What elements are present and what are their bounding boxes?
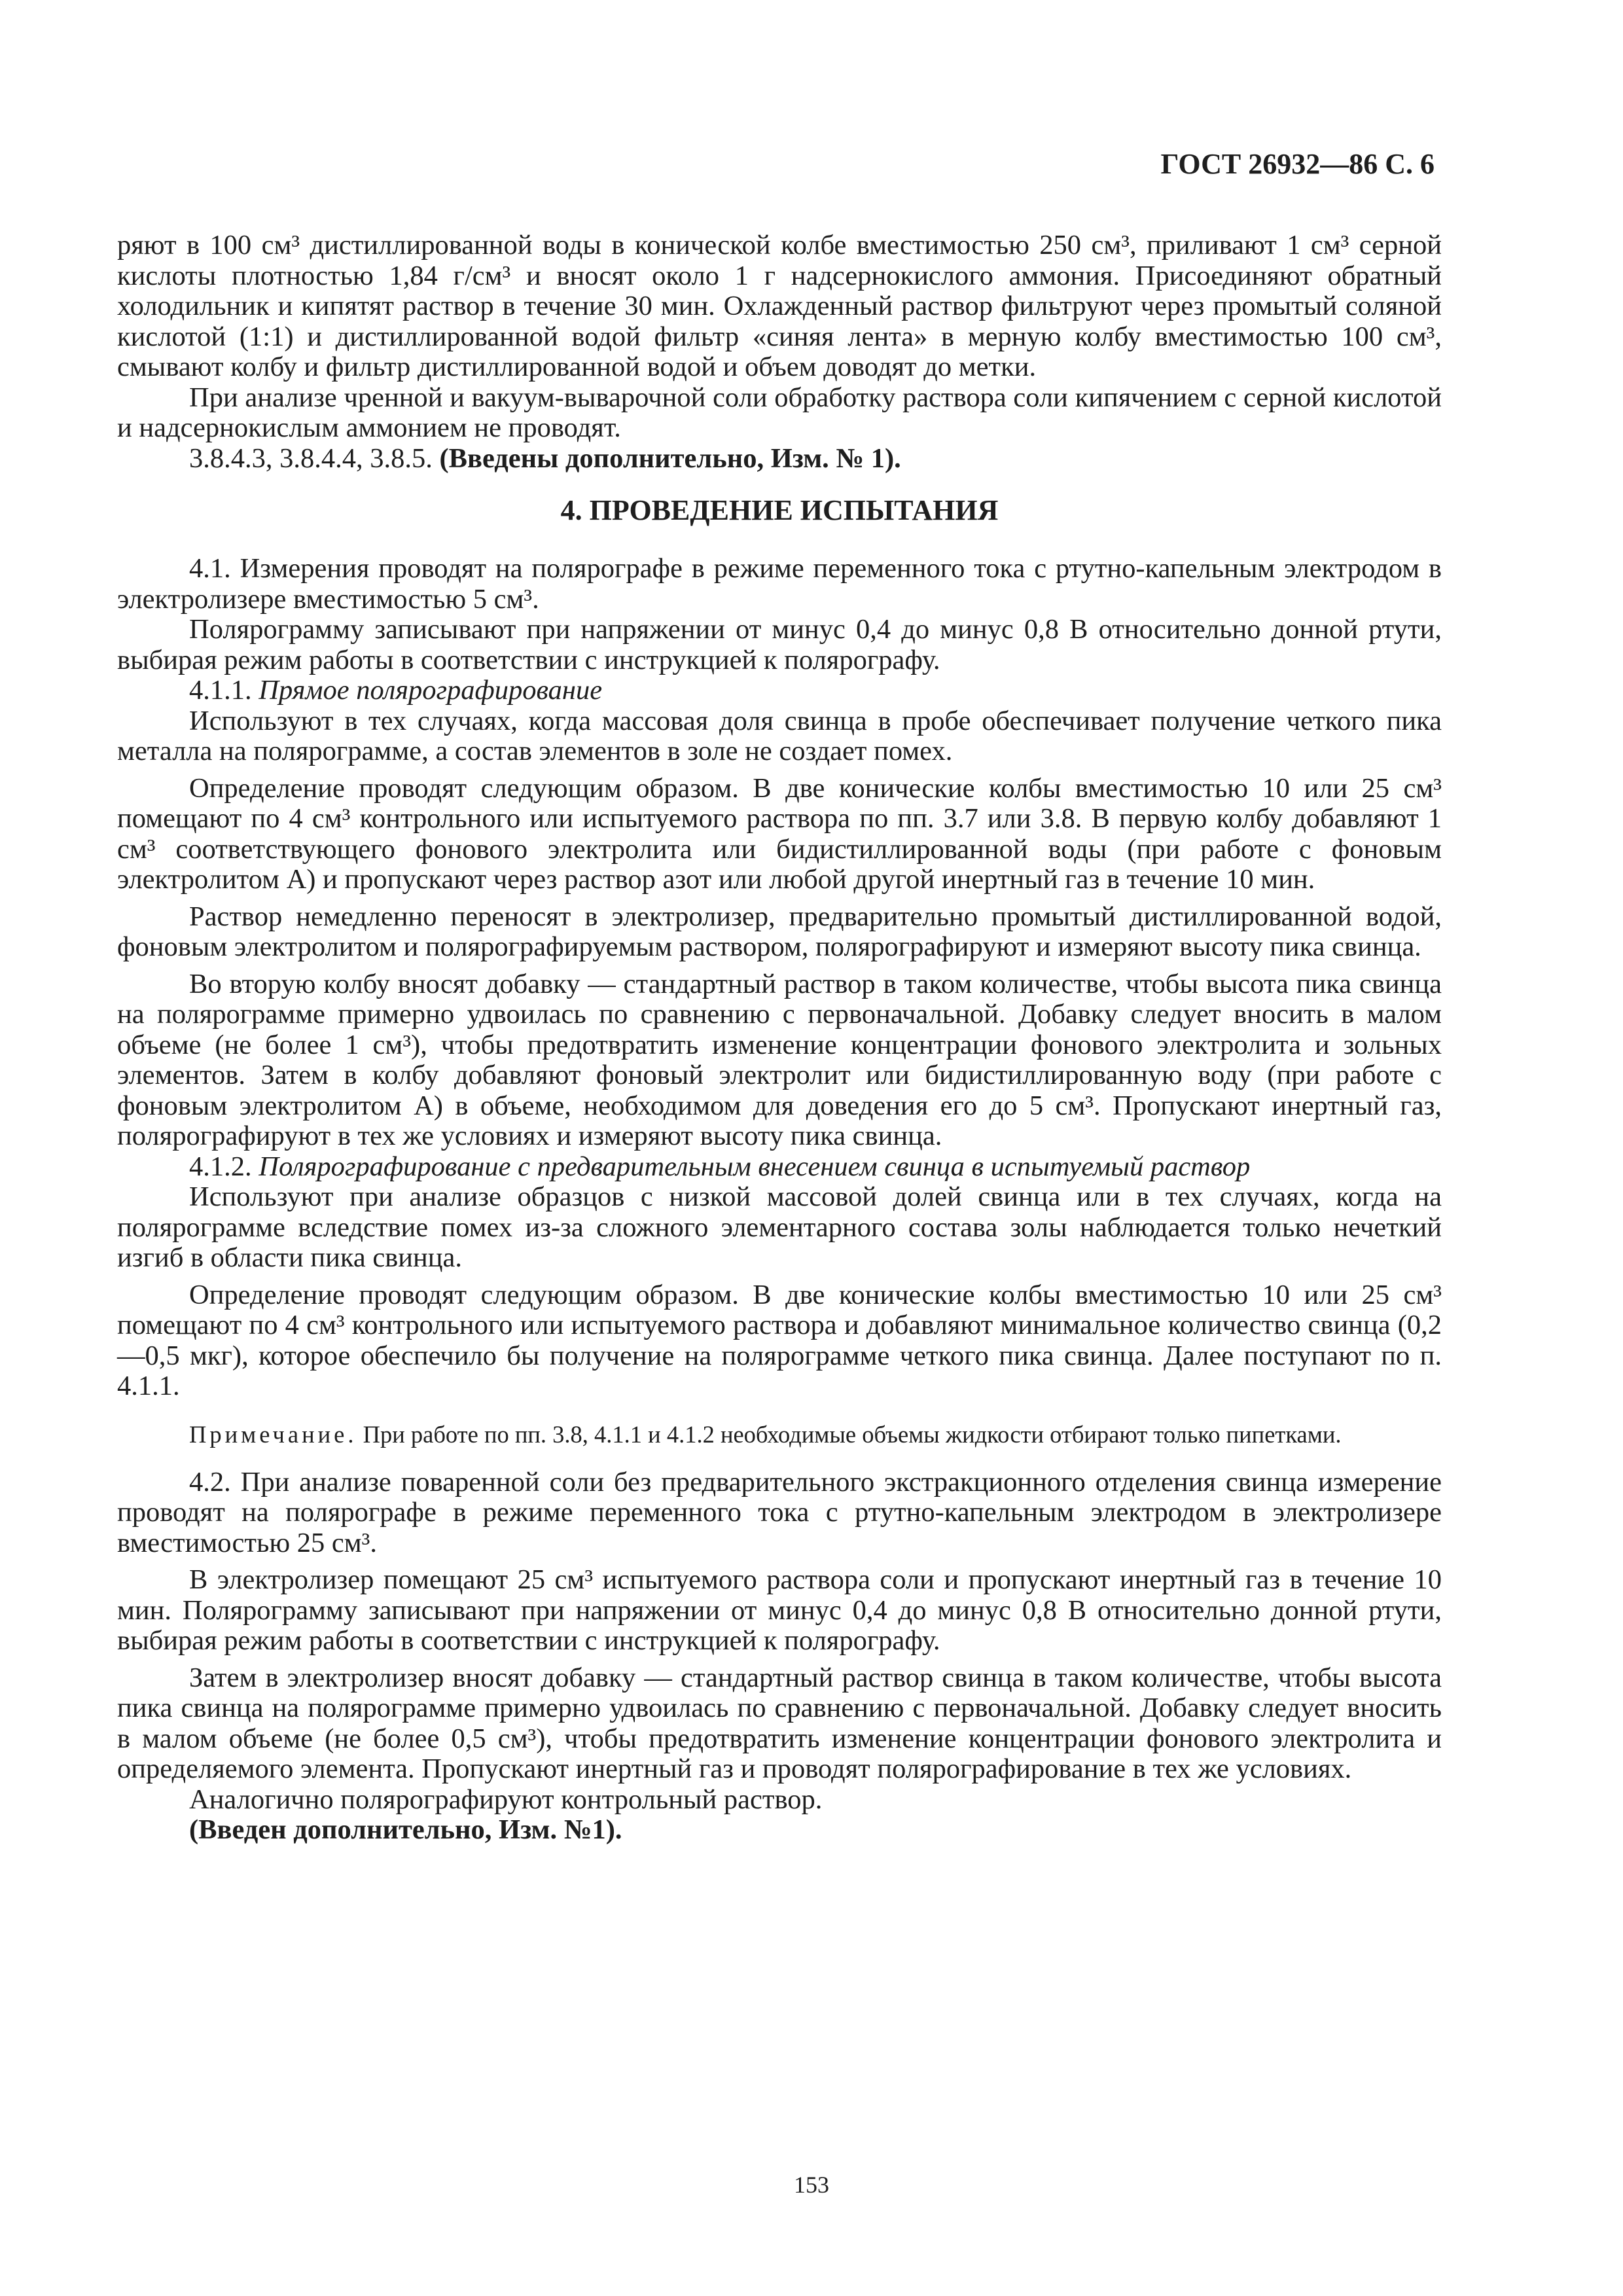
paragraph-4-1-1-b: Определение проводят следующим образом. В две конические колбы вместимостью 10 или 25 см³ помещают по 4 см³ контрольного или испытуемого раствора по пп. 3.7 или 3.8. В первую колбу добавляют 1 см³ соответствующего фонового электролита или бидистиллированной воды (при работе с фоновым электролитом А) и пропускают через раствор азот или любой другой инертный газ в течение 10 мин. bbox=[117, 772, 1442, 895]
paragraph-4-2-b: В электролизер помещают 25 см³ испытуемого раствора соли и пропускают инертный газ в течение 10 мин. Полярограмму записывают при напряжении от минус 0,4 до минус 0,8 В относительно донной ртути, выбирая режим работы в соответствии с инструкцией к полярографу. bbox=[117, 1564, 1442, 1656]
paragraph-4-1-1-d: Во вторую колбу вносят добавку — стандартный раствор в таком количестве, чтобы высота пика свинца на полярограмме примерно удвоилась по сравнению с первоначальной. Добавку следует вносить в малом объеме (не более 1 см³), чтобы предотвратить изменение концентрации фонового электролита и зольных элементов. Затем в колбу добавляют фоновый электролит или бидистиллированную воду (при работе с фоновым электролитом А) в объеме, необходимом для доведения его до 5 см³. Пропускают инертный газ, полярографируют в тех же условиях и измеряют высоту пика свинца. bbox=[117, 968, 1442, 1151]
paragraph-4-1-1-a: Используют в тех случаях, когда массовая доля свинца в пробе обеспечивает получение четкого пика металла на полярограмме, а состав элементов в золе не создает помех. bbox=[117, 705, 1442, 766]
subsection-4-1-1-heading bbox=[117, 675, 1442, 706]
section-title: 4. ПРОВЕДЕНИЕ ИСПЫТАНИЯ bbox=[560, 494, 999, 526]
amendment-note-bold: (Введен дополнительно, Изм. №1). bbox=[189, 1814, 622, 1845]
paragraph-4-1-b: Полярограмму записывают при напряжении от минус 0,4 до минус 0,8 В относительно донной ртути, выбирая режим работы в соответствии с инструкцией к полярографу. bbox=[117, 614, 1442, 675]
paragraph-4-1-2-a: Используют при анализе образцов с низкой массовой долей свинца или в тех случаях, когда на полярограмме вследствие помех из-за сложного элементарного состава золы наблюдается только нечеткий изгиб в области пика свинца. bbox=[117, 1181, 1442, 1273]
paragraph-4-1-2-b: Определение проводят следующим образом. В две конические колбы вместимостью 10 или 25 см³ помещают по 4 см³ контрольного или испытуемого раствора и добавляют минимальное количество свинца (0,2—0,5 мкг), которое обеспечило бы получение на полярограмме четкого пика свинца. Далее поступают по п. 4.1.1. bbox=[117, 1279, 1442, 1401]
paragraph-4-2: 4.2. При анализе поваренной соли без предварительного экстракционного отделения свинца измерение проводят на полярографе в режиме переменного тока с ртутно-капельным электродом в электролизере вместимостью 25 см³. bbox=[117, 1466, 1442, 1558]
subsection-title: Полярографирование с предварительным внесением свинца в испытуемый раствор bbox=[259, 1151, 1251, 1182]
paragraph-amendment-ref bbox=[117, 444, 1442, 475]
paragraph-4-1: 4.1. Измерения проводят на полярографе в режиме переменного тока с ртутно-капельным электродом в электролизере вместимостью 5 см³. bbox=[117, 553, 1442, 615]
paragraph-4-2-c: Затем в электролизер вносят добавку — стандартный раствор свинца в таком количестве, чтобы высота пика свинца на полярограмме примерно удвоилась по сравнению с первоначальной. Добавку следует вносить в малом объеме (не более 0,5 см³), чтобы предотвратить изменение концентрации фонового электролита и определяемого элемента. Пропускают инертный газ и проводят полярографирование в тех же условиях. bbox=[117, 1662, 1442, 1784]
document-header: ГОСТ 26932—86 С. 6 bbox=[1160, 148, 1435, 180]
document-body bbox=[117, 230, 1442, 1846]
paragraph-4-1-1-c: Раствор немедленно переносят в электролизер, предварительно промытый дистиллированной водой, фоновым электролитом и полярографируемым раствором, полярографируют и измеряют высоту пика свинца. bbox=[117, 901, 1442, 962]
subsection-title: Прямое полярографирование bbox=[259, 675, 603, 706]
subsection-number: 4.1.1. bbox=[189, 675, 259, 706]
paragraph-4-2-d: Аналогично полярографируют контрольный раствор. bbox=[189, 1784, 823, 1815]
subsection-4-1-2-heading bbox=[117, 1152, 1442, 1183]
amendment-clauses: 3.8.4.3, 3.8.4.4, 3.8.5. bbox=[189, 442, 440, 474]
subsection-number: 4.1.2. bbox=[189, 1151, 259, 1182]
paragraph-intro-2: При анализе чренной и вакуум-выварочной соли обработку раствора соли кипячением с серной кислотой и надсернокислым аммонием не проводят. bbox=[117, 382, 1442, 443]
amendment-note: (Введены дополнительно, Изм. № 1). bbox=[439, 442, 901, 474]
paragraph-intro-1: ряют в 100 см³ дистиллированной воды в конической колбе вместимостью 250 см³, приливают 1 см³ серной кислоты плотностью 1,84 г/см³ и вносят около 1 г надсернокислого аммония. Присоединяют обратный холодильник и кипятят раствор в течение 30 мин. Охлажденный раствор фильтруют через промытый соляной кислотой (1:1) и дистиллированной водой фильтр «синяя лента» в мерную колбу вместимостью 100 см³, смывают колбу и фильтр дистиллированной водой и объем доводят до метки. bbox=[117, 230, 1442, 382]
amendment-note-bottom bbox=[117, 1815, 1442, 1846]
page-number: 153 bbox=[794, 2172, 829, 2198]
note-paragraph bbox=[117, 1420, 1442, 1449]
note-text: При работе по пп. 3.8, 4.1.1 и 4.1.2 необходимые объемы жидкости отбирают только пипетками. bbox=[357, 1420, 1342, 1448]
note-label: Примечание. bbox=[189, 1420, 357, 1448]
